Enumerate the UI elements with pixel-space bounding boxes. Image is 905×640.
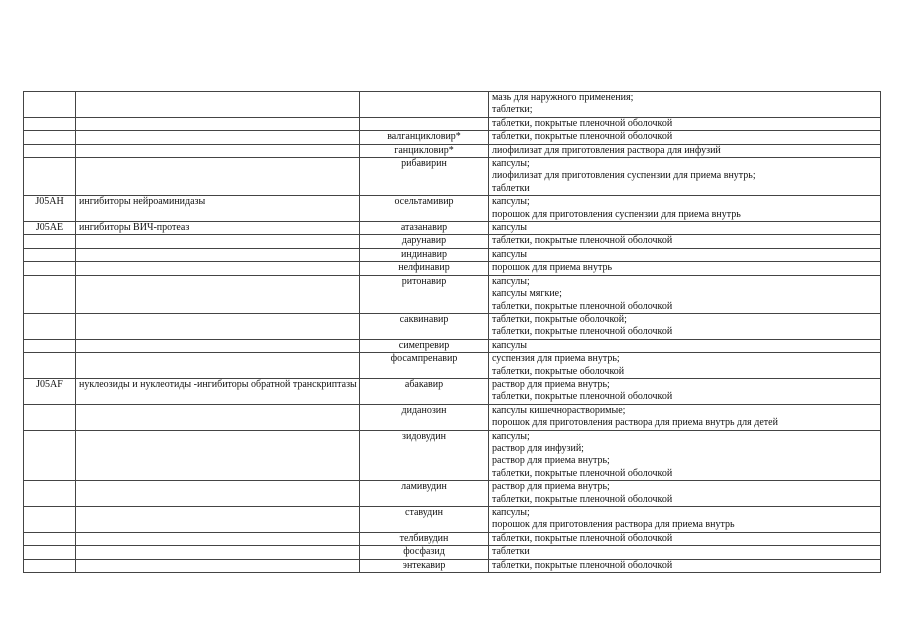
atc-code-cell: J05AF xyxy=(24,378,76,404)
group-name-cell xyxy=(76,430,360,481)
dosage-form-cell xyxy=(489,313,881,339)
dosage-form-cell xyxy=(489,248,881,261)
atc-code-cell xyxy=(24,481,76,507)
dosage-form-cell xyxy=(489,339,881,352)
dosage-form-line: таблетки, покрытые пленочной оболочкой xyxy=(492,391,673,403)
table-row xyxy=(24,404,881,430)
drug-name-cell: нелфинавир xyxy=(360,262,489,275)
group-name-cell xyxy=(76,158,360,196)
atc-code-cell xyxy=(24,117,76,130)
table-row xyxy=(24,430,881,481)
dosage-form-cell xyxy=(489,378,881,404)
dosage-form-line: таблетки xyxy=(492,546,530,558)
dosage-form-line: порошок для приема внутрь xyxy=(492,262,613,274)
dosage-form-line: таблетки, покрытые пленочной оболочкой xyxy=(492,235,673,247)
group-name-cell xyxy=(76,92,360,118)
table-row xyxy=(24,196,881,222)
atc-code-cell xyxy=(24,262,76,275)
drug-name-cell: осельтамивир xyxy=(360,196,489,222)
drug-name-cell: телбивудин xyxy=(360,532,489,545)
atc-code-cell xyxy=(24,430,76,481)
dosage-form-line: таблетки, покрытые пленочной оболочкой xyxy=(492,131,673,143)
atc-code-cell xyxy=(24,158,76,196)
dosage-form-cell xyxy=(489,131,881,144)
dosage-form-cell xyxy=(489,262,881,275)
table-row xyxy=(24,262,881,275)
group-name-cell xyxy=(76,546,360,559)
atc-code-cell xyxy=(24,92,76,118)
drug-name-cell: фосампренавир xyxy=(360,353,489,379)
dosage-form-line: таблетки; xyxy=(492,104,533,116)
dosage-form-line: таблетки, покрытые пленочной оболочкой xyxy=(492,493,673,505)
group-name-cell: нуклеозиды и нуклеотиды -ингибиторы обратной транскриптазы xyxy=(76,378,360,404)
drug-name-cell: зидовудин xyxy=(360,430,489,481)
drug-name-cell: ганцикловир* xyxy=(360,144,489,157)
drug-name-cell: рибавирин xyxy=(360,158,489,196)
group-name-cell xyxy=(76,235,360,248)
atc-code-cell: J05AH xyxy=(24,196,76,222)
table-row xyxy=(24,339,881,352)
table-row xyxy=(24,507,881,533)
dosage-form-line: таблетки, покрытые пленочной оболочкой xyxy=(492,467,673,479)
table-row xyxy=(24,546,881,559)
dosage-form-line: таблетки, покрытые пленочной оболочкой xyxy=(492,532,673,544)
drug-table-body xyxy=(24,92,881,573)
dosage-form-line: таблетки, покрытые пленочной оболочкой xyxy=(492,117,673,129)
drug-table xyxy=(23,91,881,573)
dosage-form-cell xyxy=(489,546,881,559)
dosage-form-line: капсулы; xyxy=(492,430,530,442)
dosage-form-cell xyxy=(489,481,881,507)
drug-name-cell xyxy=(360,117,489,130)
dosage-form-line: капсулы; xyxy=(492,196,530,208)
dosage-form-line: капсулы xyxy=(492,248,527,260)
group-name-cell xyxy=(76,117,360,130)
table-row xyxy=(24,532,881,545)
drug-name-cell: индинавир xyxy=(360,248,489,261)
atc-code-cell xyxy=(24,248,76,261)
atc-code-cell xyxy=(24,144,76,157)
atc-code-cell xyxy=(24,235,76,248)
group-name-cell xyxy=(76,313,360,339)
table-row xyxy=(24,248,881,261)
table-row xyxy=(24,92,881,118)
drug-name-cell: ритонавир xyxy=(360,275,489,313)
group-name-cell xyxy=(76,275,360,313)
dosage-form-line: капсулы мягкие; xyxy=(492,288,562,300)
group-name-cell xyxy=(76,481,360,507)
dosage-form-line: капсулы xyxy=(492,222,527,234)
dosage-form-line: порошок для приготовления суспензии для приема внутрь xyxy=(492,208,741,220)
dosage-form-cell xyxy=(489,196,881,222)
dosage-form-line: таблетки, покрытые оболочкой xyxy=(492,365,625,377)
dosage-form-cell xyxy=(489,158,881,196)
table-row xyxy=(24,378,881,404)
atc-code-cell xyxy=(24,339,76,352)
dosage-form-cell xyxy=(489,559,881,572)
atc-code-cell xyxy=(24,532,76,545)
drug-name-cell: диданозин xyxy=(360,404,489,430)
group-name-cell: ингибиторы нейроаминидазы xyxy=(76,196,360,222)
dosage-form-cell xyxy=(489,275,881,313)
table-row xyxy=(24,275,881,313)
dosage-form-line: таблетки, покрытые пленочной оболочкой xyxy=(492,326,673,338)
dosage-form-line: раствор для приема внутрь; xyxy=(492,378,610,390)
dosage-form-cell xyxy=(489,532,881,545)
table-row xyxy=(24,313,881,339)
dosage-form-line: лиофилизат для приготовления раствора для инфузий xyxy=(492,144,721,156)
dosage-form-line: мазь для наружного применения; xyxy=(492,92,634,103)
atc-code-cell xyxy=(24,353,76,379)
dosage-form-line: лиофилизат для приготовления суспензии для приема внутрь; xyxy=(492,170,756,182)
dosage-form-line: капсулы; xyxy=(492,158,530,170)
dosage-form-cell xyxy=(489,117,881,130)
dosage-form-line: раствор для приема внутрь; xyxy=(492,481,610,493)
dosage-form-line: раствор для приема внутрь; xyxy=(492,455,610,467)
group-name-cell xyxy=(76,353,360,379)
dosage-form-line: таблетки, покрытые пленочной оболочкой xyxy=(492,300,673,312)
dosage-form-line: порошок для приготовления раствора для приема внутрь xyxy=(492,519,735,531)
drug-name-cell: симепревир xyxy=(360,339,489,352)
dosage-form-line: порошок для приготовления раствора для приема внутрь для детей xyxy=(492,417,778,429)
dosage-form-cell xyxy=(489,404,881,430)
drug-name-cell: атазанавир xyxy=(360,222,489,235)
drug-name-cell: дарунавир xyxy=(360,235,489,248)
dosage-form-line: суспензия для приема внутрь; xyxy=(492,353,620,365)
table-row xyxy=(24,222,881,235)
dosage-form-line: таблетки xyxy=(492,182,530,194)
atc-code-cell xyxy=(24,275,76,313)
table-row xyxy=(24,235,881,248)
dosage-form-line: капсулы; xyxy=(492,507,530,518)
drug-name-cell xyxy=(360,92,489,118)
dosage-form-line: таблетки, покрытые оболочкой; xyxy=(492,313,627,325)
drug-name-cell: валганцикловир* xyxy=(360,131,489,144)
atc-code-cell xyxy=(24,559,76,572)
group-name-cell xyxy=(76,404,360,430)
group-name-cell xyxy=(76,131,360,144)
group-name-cell xyxy=(76,144,360,157)
drug-name-cell: абакавир xyxy=(360,378,489,404)
atc-code-cell xyxy=(24,131,76,144)
table-row xyxy=(24,158,881,196)
drug-name-cell: фосфазид xyxy=(360,546,489,559)
dosage-form-line: капсулы xyxy=(492,339,527,351)
dosage-form-cell xyxy=(489,507,881,533)
dosage-form-cell xyxy=(489,144,881,157)
dosage-form-line: таблетки, покрытые пленочной оболочкой xyxy=(492,559,673,571)
dosage-form-line: капсулы кишечнорастворимые; xyxy=(492,404,626,416)
drug-name-cell: энтекавир xyxy=(360,559,489,572)
atc-code-cell: J05AE xyxy=(24,222,76,235)
table-row xyxy=(24,481,881,507)
dosage-form-cell xyxy=(489,430,881,481)
group-name-cell xyxy=(76,262,360,275)
dosage-form-line: капсулы; xyxy=(492,275,530,287)
group-name-cell: ингибиторы ВИЧ-протеаз xyxy=(76,222,360,235)
group-name-cell xyxy=(76,339,360,352)
group-name-cell xyxy=(76,507,360,533)
atc-code-cell xyxy=(24,404,76,430)
group-name-cell xyxy=(76,248,360,261)
dosage-form-line: раствор для инфузий; xyxy=(492,442,584,454)
table-row xyxy=(24,353,881,379)
drug-name-cell: ставудин xyxy=(360,507,489,533)
drug-name-cell: ламивудин xyxy=(360,481,489,507)
table-row xyxy=(24,131,881,144)
dosage-form-cell xyxy=(489,353,881,379)
atc-code-cell xyxy=(24,546,76,559)
dosage-form-cell xyxy=(489,92,881,118)
table-row xyxy=(24,144,881,157)
table-row xyxy=(24,117,881,130)
atc-code-cell xyxy=(24,507,76,533)
dosage-form-cell xyxy=(489,222,881,235)
table-row xyxy=(24,559,881,572)
drug-name-cell: саквинавир xyxy=(360,313,489,339)
atc-code-cell xyxy=(24,313,76,339)
dosage-form-cell xyxy=(489,235,881,248)
group-name-cell xyxy=(76,532,360,545)
group-name-cell xyxy=(76,559,360,572)
